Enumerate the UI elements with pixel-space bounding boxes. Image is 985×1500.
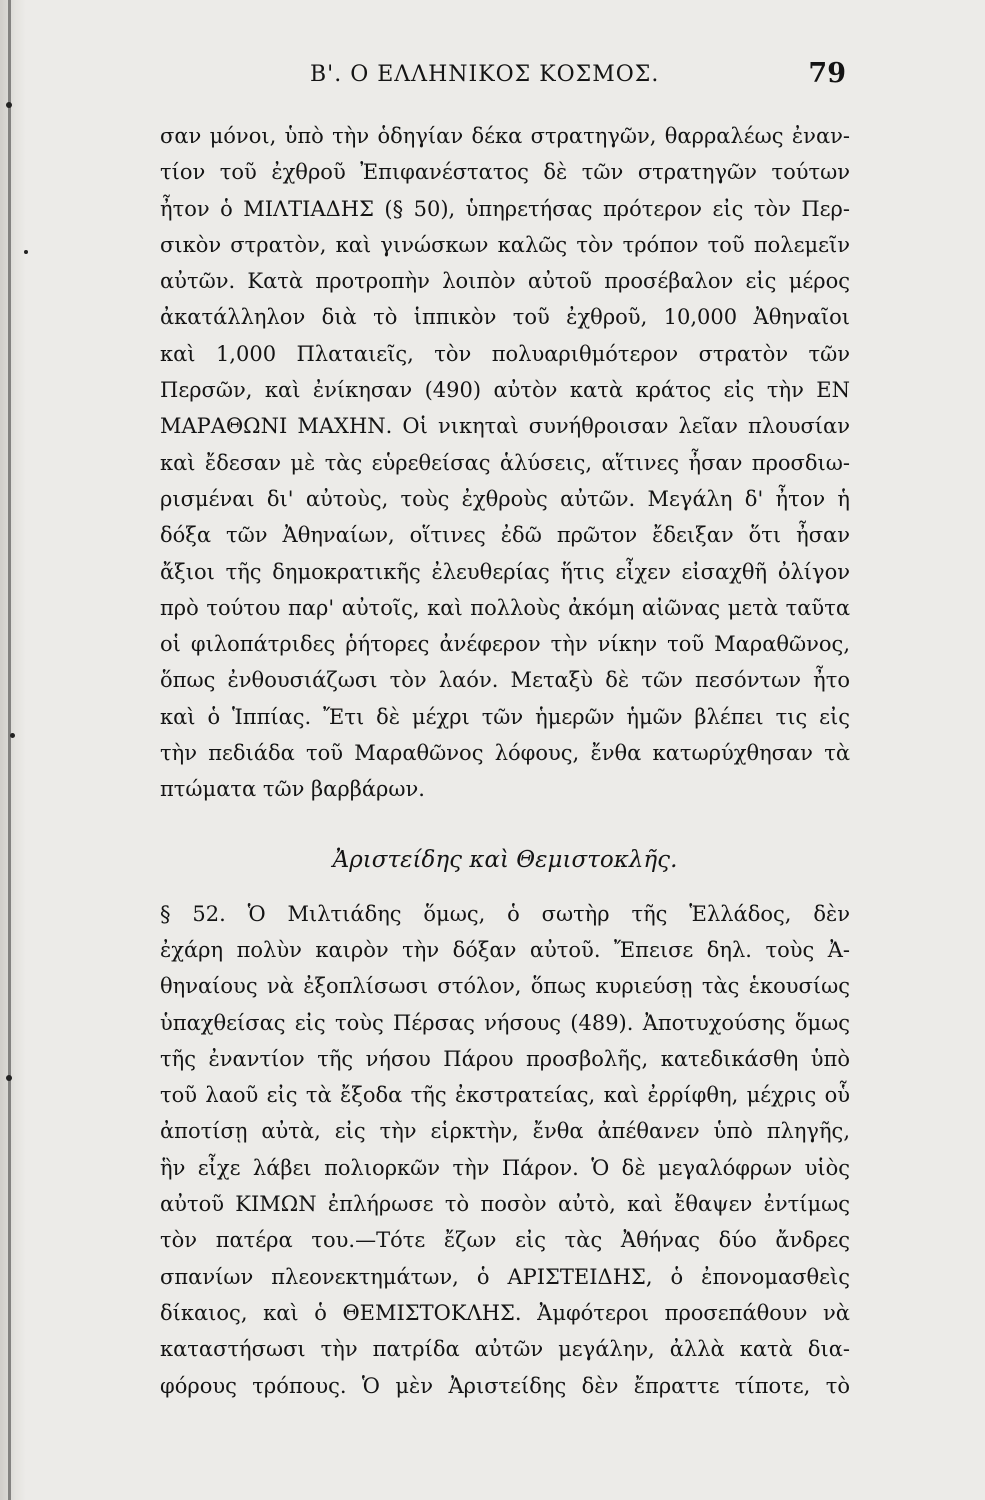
text-line: Περσῶν, καὶ ἐνίκησαν (490) αὐτὸν κατὰ κράτος εἰς τὴν ΕΝ <box>160 378 850 403</box>
text-line: ἀκατάλληλον διὰ τὸ ἱππικὸν τοῦ ἐχθροῦ, 10,000 Ἀθηναῖοι <box>160 305 850 330</box>
text-line: ἐχάρη πολὺν καιρὸν τὴν δόξαν αὐτοῦ. Ἔπεισε δηλ. τοὺς Ἀ- <box>160 937 850 962</box>
text-line: τὸν πατέρα του.—Τότε ἔζων εἰς τὰς Ἀθήνας δύο ἄνδρες <box>160 1228 850 1253</box>
text-line: οἱ φιλοπάτριδες ῥήτορες ἀνέφερον τὴν νίκην τοῦ Μαραθῶνος, <box>160 632 850 657</box>
text-line: ὅπως ἐνθουσιάζωσι τὸν λαόν. Μεταξὺ δὲ τῶν πεσόντων ἦτο <box>160 668 850 693</box>
text-line: αὐτοῦ ΚΙΜΩΝ ἐπλήρωσε τὸ ποσὸν αὐτὸ, καὶ ἔθαψεν ἐντίμως <box>160 1192 850 1217</box>
page-header <box>160 58 850 98</box>
text-line: δόξα τῶν Ἀθηναίων, οἵτινες ἐδῶ πρῶτον ἔδειξαν ὅτι ἦσαν <box>160 523 850 548</box>
margin-speck <box>10 733 15 738</box>
text-line: τοῦ λαοῦ εἰς τὰ ἔξοδα τῆς ἐκστρατείας, καὶ ἐρρίφθη, μέχρις οὗ <box>160 1083 850 1108</box>
text-line: σαν μόνοι, ὑπὸ τὴν ὁδηγίαν δέκα στρατηγῶν, θαρραλέως ἐναν- <box>160 124 850 148</box>
paragraph-section-52 <box>160 896 850 1404</box>
page-number: 79 <box>808 58 846 89</box>
text-line: φόρους τρόπους. Ὁ μὲν Ἀριστείδης δὲν ἔπραττε τίποτε, τὸ <box>160 1373 850 1398</box>
text-line: δίκαιος, καὶ ὁ ΘΕΜΙΣΤΟΚΛΗΣ. Ἀμφότεροι προσεπάθουν νὰ <box>160 1300 850 1325</box>
text-line: καὶ 1,000 Πλαταιεῖς, τὸν πολυαριθμότερον στρατὸν τῶν <box>160 341 850 366</box>
text-line: ἦτον ὁ ΜΙΛΤΙΑΔΗΣ (§ 50), ὑπηρετήσας πρότερον εἰς τὸν Περ- <box>160 196 850 221</box>
text-line: πτώματα τῶν βαρβάρων. <box>160 777 425 802</box>
text-line: ὑπαχθείσας εἰς τοὺς Πέρσας νήσους (489). Ἀποτυχούσης ὅμως <box>160 1010 850 1035</box>
text-line: § 52. Ὁ Μιλτιάδης ὅμως, ὁ σωτὴρ τῆς Ἑλλάδος, δὲν <box>160 901 850 926</box>
section-heading: Ἀριστείδης καὶ Θεμιστοκλῆς. <box>332 846 678 873</box>
text-line: καὶ ἔδεσαν μὲ τὰς εὑρεθείσας ἁλύσεις, αἵτινες ἦσαν προσδιω- <box>160 450 850 475</box>
text-line: σπανίων πλεονεκτημάτων, ὁ ΑΡΙΣΤΕΙΔΗΣ, ὁ ἐπονομασθεὶς <box>160 1264 850 1289</box>
running-head: Β'. Ο ΕΛΛΗΝΙΚΟΣ ΚΟΣΜΟΣ. <box>310 62 660 87</box>
text-line: ρισμέναι δι' αὐτοὺς, τοὺς ἐχθροὺς αὐτῶν. Μεγάλη δ' ἦτον ἡ <box>160 486 850 511</box>
text-line: αὐτῶν. Κατὰ προτροπὴν λοιπὸν αὐτοῦ προσέβαλον εἰς μέρος <box>160 269 850 294</box>
margin-speck <box>24 250 28 254</box>
text-line: τὴν πεδιάδα τοῦ Μαραθῶνος λόφους, ἔνθα κατωρύχθησαν τὰ <box>160 741 850 766</box>
text-line: ἀποτίσῃ αὐτὰ, εἰς τὴν εἱρκτὴν, ἔνθα ἀπέθανεν ὑπὸ πληγῆς, <box>160 1119 850 1144</box>
margin-speck <box>6 102 12 108</box>
binding-edge <box>8 0 11 1500</box>
text-line: πρὸ τούτου παρ' αὐτοῖς, καὶ πολλοὺς ἀκόμη αἰῶνας μετὰ ταῦτα <box>160 595 850 620</box>
text-line: τῆς ἐναντίον τῆς νήσου Πάρου προσβολῆς, κατεδικάσθη ὑπὸ <box>160 1046 850 1071</box>
text-line: καταστήσωσι τὴν πατρίδα αὐτῶν μεγάλην, ἀλλὰ κατὰ δια- <box>160 1337 850 1362</box>
text-line: τίον τοῦ ἐχθροῦ Ἐπιφανέστατος δὲ τῶν στρατηγῶν τούτων <box>160 160 850 185</box>
page-spine-shadow <box>0 0 26 1500</box>
paragraph-marathon <box>160 118 850 808</box>
text-line: ΜΑΡΑΘΩΝΙ ΜΑΧΗΝ. Οἱ νικηταὶ συνήθροισαν λεῖαν πλουσίαν <box>160 414 850 439</box>
text-line: ἄξιοι τῆς δημοκρατικῆς ἐλευθερίας ἥτις εἶχεν εἰσαχθῆ ὀλίγον <box>160 559 850 584</box>
text-line: καὶ ὁ Ἱππίας. Ἔτι δὲ μέχρι τῶν ἡμερῶν ἡμῶν βλέπει τις εἰς <box>160 704 850 729</box>
text-line: θηναίους νὰ ἐξοπλίσωσι στόλον, ὅπως κυριεύσῃ τὰς ἑκουσίως <box>160 974 850 999</box>
margin-speck <box>6 1075 12 1081</box>
body-text <box>160 118 850 1404</box>
text-line: ἣν εἶχε λάβει πολιορκῶν τὴν Πάρον. Ὁ δὲ μεγαλόφρων υἱὸς <box>160 1155 850 1180</box>
text-line: σικὸν στρατὸν, καὶ γινώσκων καλῶς τὸν τρόπον τοῦ πολεμεῖν <box>160 232 850 257</box>
